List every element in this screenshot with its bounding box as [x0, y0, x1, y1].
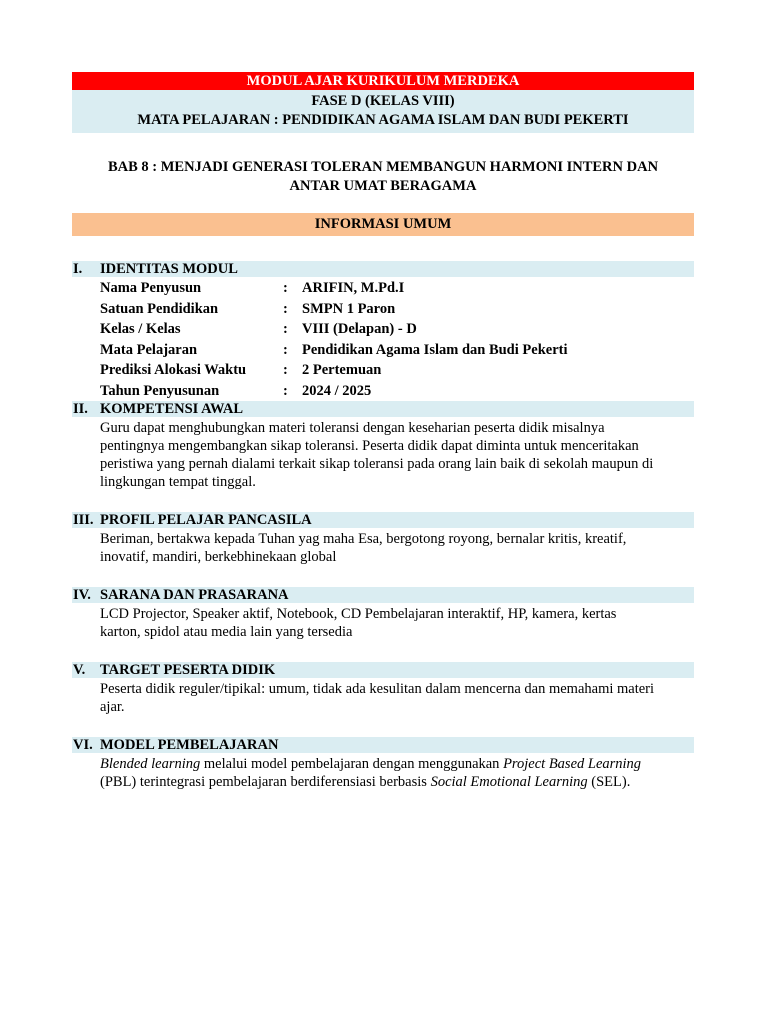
identity-colon: : — [283, 341, 288, 358]
target-paragraph — [100, 678, 694, 716]
identity-colon: : — [283, 280, 288, 296]
identity-row — [72, 299, 694, 320]
module-page — [72, 72, 694, 791]
identity-row — [72, 360, 694, 381]
section-heading-profil — [72, 512, 694, 528]
paragraph-line: LCD Projector, Speaker aktif, Notebook, CD Pembelajaran interaktif, HP, kamera, kertas — [100, 606, 617, 622]
identity-colon: : — [283, 300, 288, 317]
italic-term: Project Based Learning — [503, 756, 642, 772]
section-title: PROFIL PELAJAR PANCASILA — [100, 512, 312, 528]
paragraph-line: pentingnya mengembangkan sikap toleransi. Peserta didik dapat diminta untuk menceritakan — [100, 438, 639, 454]
paragraph-line: lingkungan tempat tinggal. — [100, 474, 256, 490]
chapter-title: BAB 8 : MENJADI GENERASI TOLERAN MEMBANGUN HARMONI INTERN DAN ANTAR UMAT BERAGAMA — [107, 159, 659, 194]
phase-label: FASE D (KELAS VIII) — [72, 90, 694, 111]
sarana-paragraph — [100, 603, 694, 641]
section-title: KOMPETENSI AWAL — [100, 401, 244, 417]
section-heading-kompetensi — [72, 401, 694, 417]
identity-value: SMPN 1 Paron — [302, 300, 396, 317]
paragraph-line: inovatif, mandiri, berkebhinekaan global — [100, 549, 337, 565]
identity-label: Mata Pelajaran — [100, 341, 198, 358]
section-heading-target — [72, 662, 694, 678]
section-number: II. — [73, 401, 88, 417]
identity-row — [72, 278, 694, 299]
plain-text: (PBL) terintegrasi pembelajaran berdiferensiasi berbasis — [100, 774, 431, 790]
identity-label: Tahun Penyusunan — [100, 382, 220, 399]
subject-label: MATA PELAJARAN : PENDIDIKAN AGAMA ISLAM DAN BUDI PEKERTI — [72, 111, 694, 133]
identity-row — [72, 319, 694, 340]
identity-value: Pendidikan Agama Islam dan Budi Pekerti — [302, 341, 568, 358]
plain-text: (SEL). — [587, 774, 631, 790]
section-title: SARANA DAN PRASARANA — [100, 587, 289, 603]
model-paragraph — [100, 753, 694, 791]
identity-label: Nama Penyusun — [100, 280, 202, 296]
plain-text: melalui model pembelajaran dengan menggunakan — [200, 756, 504, 772]
section-heading-sarana — [72, 587, 694, 603]
info-heading: INFORMASI UMUM — [72, 213, 694, 236]
identity-value: 2 Pertemuan — [302, 362, 382, 378]
identity-label: Prediksi Alokasi Waktu — [100, 362, 247, 378]
paragraph-line: Peserta didik reguler/tipikal: umum, tidak ada kesulitan dalam mencerna dan memahami materi — [100, 681, 655, 697]
identity-row — [72, 340, 694, 361]
section-number: VI. — [73, 737, 93, 753]
identity-table — [72, 277, 694, 401]
identity-colon: : — [283, 321, 288, 337]
paragraph-line: ajar. — [100, 699, 125, 715]
section-title: MODEL PEMBELAJARAN — [100, 737, 279, 753]
identity-colon: : — [283, 382, 288, 399]
identity-value: 2024 / 2025 — [302, 382, 372, 399]
identity-value: ARIFIN, M.Pd.I — [302, 280, 405, 296]
section-heading-identity — [72, 261, 694, 277]
identity-colon: : — [283, 362, 288, 378]
paragraph-line: Guru dapat menghubungkan materi toleransi dengan keseharian peserta didik misalnya — [100, 420, 605, 436]
italic-term: Social Emotional Learning — [430, 774, 588, 790]
paragraph-line: karton, spidol atau media lain yang tersedia — [100, 624, 353, 640]
section-number: I. — [73, 261, 83, 277]
profil-paragraph — [100, 528, 694, 566]
module-title-bar: MODUL AJAR KURIKULUM MERDEKA — [72, 72, 694, 90]
paragraph-line — [100, 773, 694, 791]
paragraph-line — [100, 755, 694, 773]
identity-value: VIII (Delapan) - D — [302, 321, 417, 337]
kompetensi-paragraph — [100, 417, 694, 491]
section-number: IV. — [73, 587, 91, 603]
identity-label: Satuan Pendidikan — [100, 300, 219, 317]
paragraph-line: peristiwa yang pernah dialami terkait sikap toleransi pada orang lain baik di sekolah maupun di — [100, 456, 654, 472]
section-heading-model — [72, 737, 694, 753]
section-title: IDENTITAS MODUL — [100, 261, 238, 277]
identity-row — [72, 381, 694, 402]
italic-term: Blended learning — [100, 756, 201, 772]
section-title: TARGET PESERTA DIDIK — [100, 662, 276, 678]
identity-label: Kelas / Kelas — [100, 321, 181, 337]
section-number: V. — [73, 662, 86, 678]
paragraph-line: Beriman, bertakwa kepada Tuhan yag maha Esa, bergotong royong, bernalar kritis, kreatif, — [100, 531, 627, 547]
section-number: III. — [73, 512, 94, 528]
